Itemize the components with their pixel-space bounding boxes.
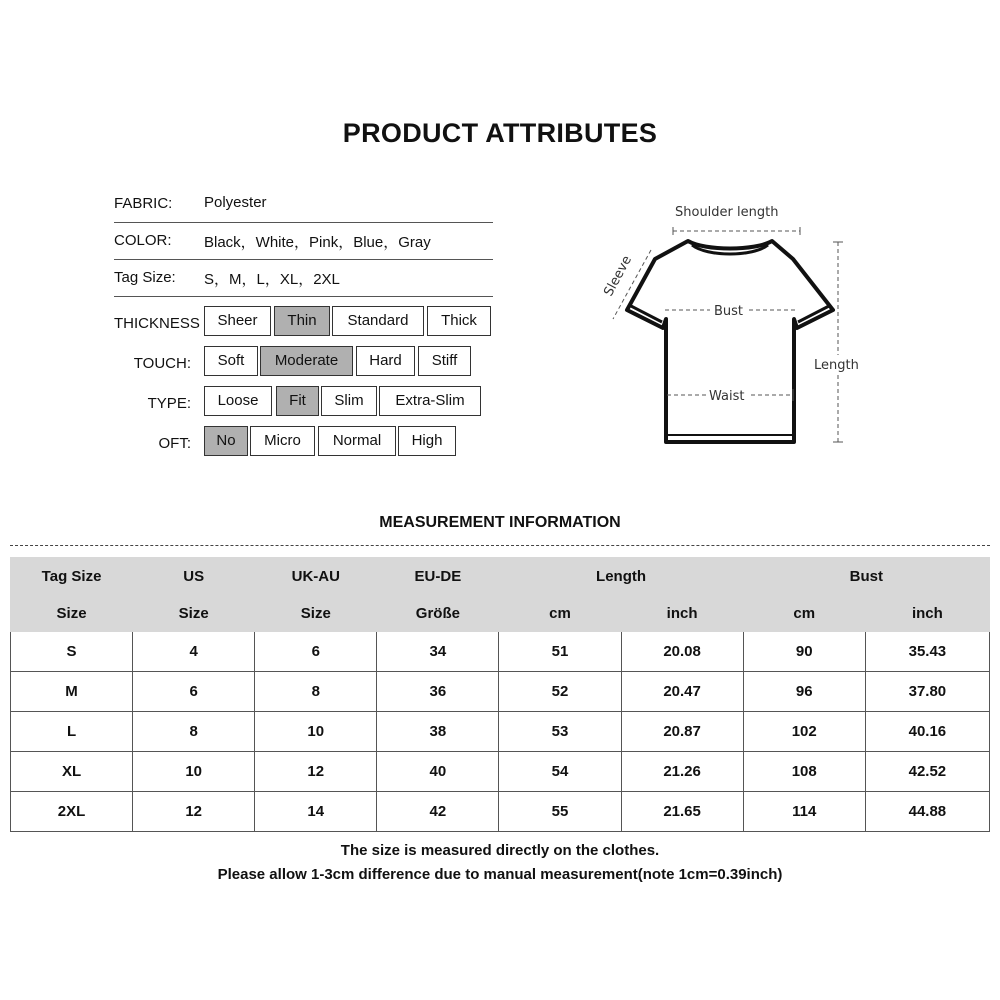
- oft-label: OFT:: [158, 435, 191, 452]
- note-line-1: The size is measured directly on the clothes.: [340, 842, 660, 859]
- option-thick: Thick: [427, 306, 491, 336]
- table-cell: 102: [743, 712, 865, 752]
- table-cell: 38: [377, 712, 499, 752]
- table-cell: 90: [743, 632, 865, 672]
- fabric-label: FABRIC:: [114, 195, 173, 212]
- table-cell: 14: [255, 792, 377, 832]
- table-cell: 36: [377, 672, 499, 712]
- header-cell: Bust: [743, 558, 989, 595]
- table-cell: 12: [133, 792, 255, 832]
- table-cell: 10: [133, 752, 255, 792]
- subheader-cell: Size: [133, 595, 255, 632]
- table-cell: 4: [133, 632, 255, 672]
- thickness-label: THICKNESS: [114, 315, 200, 332]
- tag-size-label: Tag Size:: [114, 269, 176, 286]
- type-label: TYPE:: [147, 395, 191, 412]
- header-cell: US: [133, 558, 255, 595]
- table-row: [11, 792, 990, 832]
- table-row: [11, 672, 990, 712]
- table-cell: 42: [377, 792, 499, 832]
- option-hard: Hard: [356, 346, 415, 376]
- table-cell: 2XL: [11, 792, 133, 832]
- option-sheer: Sheer: [204, 306, 271, 336]
- table-cell: 20.08: [621, 632, 743, 672]
- color-value: Black，White，Pink，Blue，Gray: [204, 234, 431, 251]
- table-cell: 12: [255, 752, 377, 792]
- header-cell: Tag Size: [11, 558, 133, 595]
- tag-size-value: S，M，L，XL，2XL: [204, 271, 340, 288]
- option-fit: Fit: [276, 386, 319, 416]
- divider: [114, 259, 493, 260]
- table-cell: 53: [499, 712, 621, 752]
- measurement-title: MEASUREMENT INFORMATION: [379, 514, 621, 531]
- table-cell: 10: [255, 712, 377, 752]
- bust-label: Bust: [714, 304, 744, 319]
- divider: [114, 222, 493, 223]
- table-row: [11, 712, 990, 752]
- color-label: COLOR:: [114, 232, 172, 249]
- subheader-cell: Größe: [377, 595, 499, 632]
- subheader-cell: inch: [621, 595, 743, 632]
- note-line-2: Please allow 1-3cm difference due to manual measurement(note 1cm=0.39inch): [217, 866, 783, 883]
- table-subheader-row: [11, 595, 990, 632]
- header-cell: UK-AU: [255, 558, 377, 595]
- option-stiff: Stiff: [418, 346, 471, 376]
- touch-label: TOUCH:: [133, 355, 191, 372]
- table-cell: 52: [499, 672, 621, 712]
- option-high: High: [398, 426, 456, 456]
- table-cell: 108: [743, 752, 865, 792]
- table-header-row: [11, 558, 990, 595]
- table-cell: 34: [377, 632, 499, 672]
- table-cell: XL: [11, 752, 133, 792]
- tshirt-diagram: [595, 195, 875, 455]
- table-row: [11, 632, 990, 672]
- option-no: No: [204, 426, 248, 456]
- shoulder-label: Shoulder length: [675, 205, 779, 220]
- option-thin: Thin: [274, 306, 330, 336]
- table-cell: 40.16: [865, 712, 989, 752]
- table-cell: 37.80: [865, 672, 989, 712]
- option-standard: Standard: [332, 306, 424, 336]
- subheader-cell: cm: [743, 595, 865, 632]
- subheader-cell: Size: [255, 595, 377, 632]
- option-moderate: Moderate: [260, 346, 353, 376]
- table-cell: 6: [133, 672, 255, 712]
- subheader-cell: inch: [865, 595, 989, 632]
- table-row: [11, 752, 990, 792]
- table-cell: 51: [499, 632, 621, 672]
- table-cell: M: [11, 672, 133, 712]
- tshirt-outline: [627, 241, 833, 442]
- table-cell: 114: [743, 792, 865, 832]
- table-cell: 42.52: [865, 752, 989, 792]
- option-extra-slim: Extra-Slim: [379, 386, 481, 416]
- subheader-cell: cm: [499, 595, 621, 632]
- table-cell: 8: [255, 672, 377, 712]
- header-cell: Length: [499, 558, 743, 595]
- measurement-table: [10, 557, 990, 832]
- header-cell: EU-DE: [377, 558, 499, 595]
- table-cell: 21.26: [621, 752, 743, 792]
- option-micro: Micro: [250, 426, 315, 456]
- table-cell: 8: [133, 712, 255, 752]
- option-loose: Loose: [204, 386, 272, 416]
- table-cell: 6: [255, 632, 377, 672]
- table-cell: L: [11, 712, 133, 752]
- page-title: PRODUCT ATTRIBUTES: [342, 118, 658, 148]
- dashed-divider: [10, 545, 990, 546]
- divider: [114, 296, 493, 297]
- table-cell: S: [11, 632, 133, 672]
- table-cell: 55: [499, 792, 621, 832]
- table-cell: 44.88: [865, 792, 989, 832]
- table-cell: 20.87: [621, 712, 743, 752]
- table-cell: 96: [743, 672, 865, 712]
- table-cell: 54: [499, 752, 621, 792]
- fabric-value: Polyester: [204, 194, 267, 211]
- waist-label: Waist: [709, 389, 745, 404]
- option-slim: Slim: [321, 386, 377, 416]
- sleeve-label: Sleeve: [601, 253, 635, 299]
- option-normal: Normal: [318, 426, 396, 456]
- length-label: Length: [814, 358, 859, 373]
- option-soft: Soft: [204, 346, 258, 376]
- subheader-cell: Size: [11, 595, 133, 632]
- table-cell: 20.47: [621, 672, 743, 712]
- table-cell: 21.65: [621, 792, 743, 832]
- table-cell: 35.43: [865, 632, 989, 672]
- table-cell: 40: [377, 752, 499, 792]
